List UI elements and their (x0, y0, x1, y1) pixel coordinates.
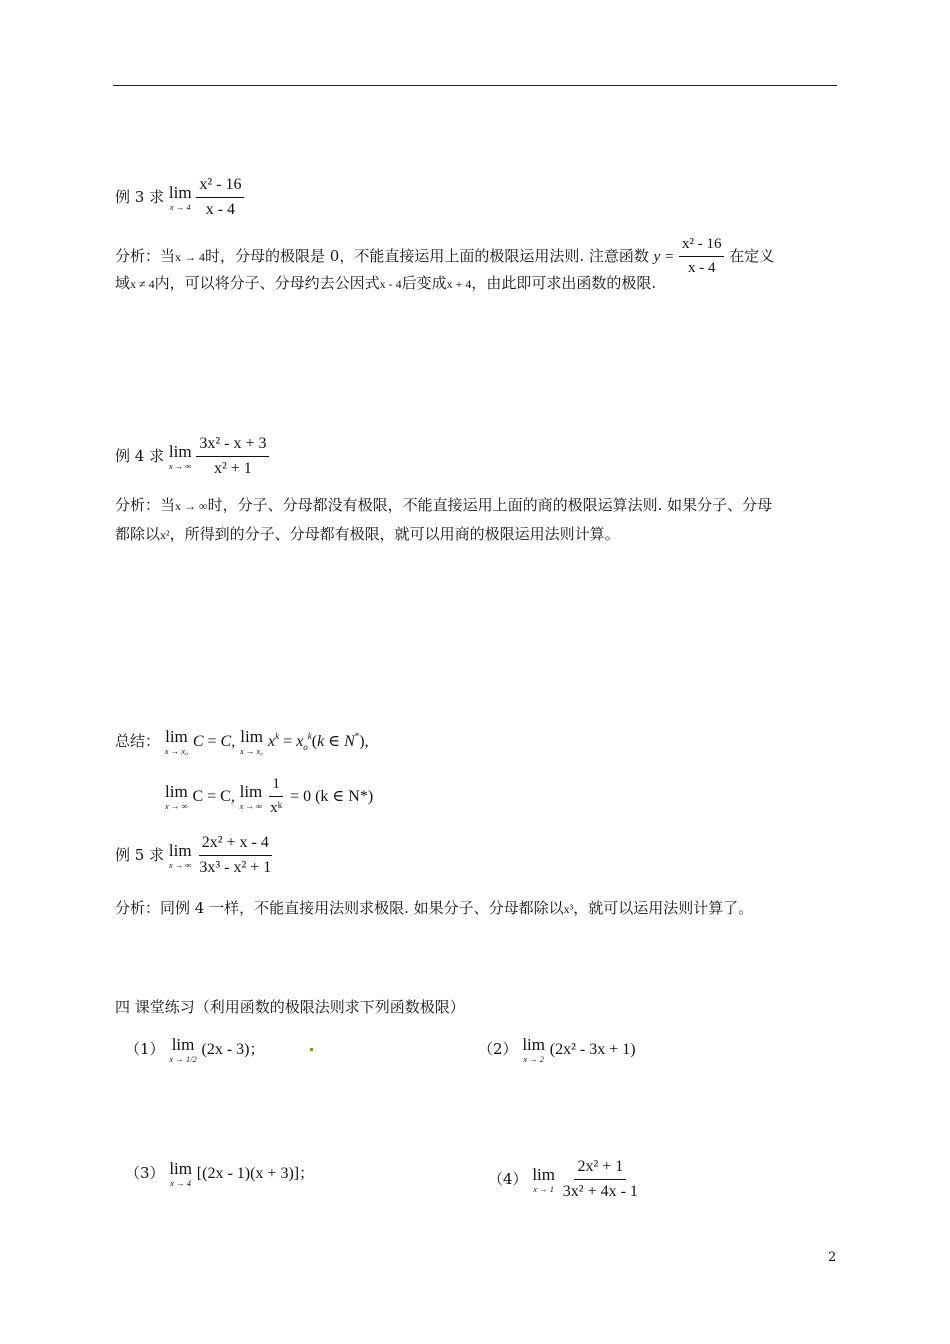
example-3-fraction: $\frac{\text{x² - 16}}{x - 4}$ (196, 176, 244, 220)
stray-mark (310, 1048, 313, 1051)
limit-operator: lim x → ∞ (239, 782, 263, 811)
summary-line-2: lim x → ∞ C = C, lim x → ∞ $\frac{1}{\text{xᵏ}}$ = 0 (k ∈ N*) (165, 776, 374, 817)
example-4-heading (115, 435, 269, 479)
practice-4-fraction: $\frac{\text{2x² + 1}}{\text{3x² + 4x - 1}}$ (562, 1158, 638, 1201)
example-3-analysis-line1: 分析：当x → 4时，分母的极限是 0，不能直接运用上面的极限运用法则. 注意函数 y = $\frac{\text{x² - 16}}{x - 4}$ 在定义 (115, 236, 775, 277)
practice-heading: 四 课堂练习（利用函数的极限法则求下列函数极限） (115, 998, 465, 1016)
limit-operator: lim x → 2 (522, 1035, 545, 1064)
limit-operator: lim x → ∞ (168, 442, 192, 472)
limit-operator: lim x → 1/2 (169, 1035, 197, 1064)
example-5-fraction: $\frac{\text{2x² + x - 4}}{\text{3x³ - x² + 1}}$ (199, 834, 272, 877)
limit-operator: lim x → 4 (169, 1159, 192, 1188)
summary-label: 总结： (115, 731, 161, 750)
practice-item-2: （2） lim x → 2 (2x² - 3x + 1) (478, 1035, 636, 1064)
summary-line-1: 总结： lim x → x₀ C = C, lim x → x₀ $x^k = x_o^k(k$ ∈ N*), (115, 727, 369, 756)
example-5-heading (115, 834, 274, 878)
summary-fraction: $\frac{1}{\text{xᵏ}}$ (270, 776, 283, 817)
example-5-label: 例 5 求 (115, 845, 165, 864)
header-rule (113, 85, 837, 86)
practice-item-4: （4） lim x → 1 $\frac{\text{2x² + 1}}{\text{3x² + 4x - 1}}$ (488, 1158, 641, 1202)
limit-operator: lim x → ∞ (168, 841, 192, 871)
practice-item-1: （1） lim x → 1/2 (2x - 3)； (125, 1035, 265, 1064)
function-fraction: $\frac{\text{x² - 16}}{x - 4}$ (679, 236, 725, 278)
page-number: 2 (828, 1250, 837, 1265)
example-3-label: 例 3 求 (115, 187, 165, 206)
example-4-analysis-line2: 都除以x²，所得到的分子、分母都有极限，就可以用商的极限运用法则计算。 (115, 525, 620, 543)
limit-operator: lim x → 1 (532, 1165, 555, 1195)
limit-operator: lim x → ∞ (165, 782, 188, 811)
example-3-heading (115, 176, 244, 220)
example-4-fraction: $\frac{\text{3x² - x + 3}}{\text{x² + 1}}$ (196, 435, 269, 479)
example-4-label: 例 4 求 (115, 446, 165, 465)
limit-operator: lim x → x₀ (240, 727, 264, 756)
example-5-analysis: 分析：同例 4 一样，不能直接用法则求极限. 如果分子、分母都除以x³，就可以运用法则计算了。 (115, 899, 754, 917)
example-3-analysis-line2: 域x ≠ 4内，可以将分子、分母约去公因式x - 4后变成x + 4，由此即可求出函数的极限. (115, 274, 657, 292)
example-4-analysis-line1: 分析：当x → ∞时，分子、分母都没有极限，不能直接运用上面的商的极限运算法则. 如果分子、分母 (115, 496, 773, 514)
limit-operator: lim x → x₀ (164, 727, 189, 756)
limit-operator: lim x → 4 (168, 183, 192, 213)
practice-item-3: （3） lim x → 4 [(2x - 1)(x + 3)]； (125, 1159, 315, 1188)
